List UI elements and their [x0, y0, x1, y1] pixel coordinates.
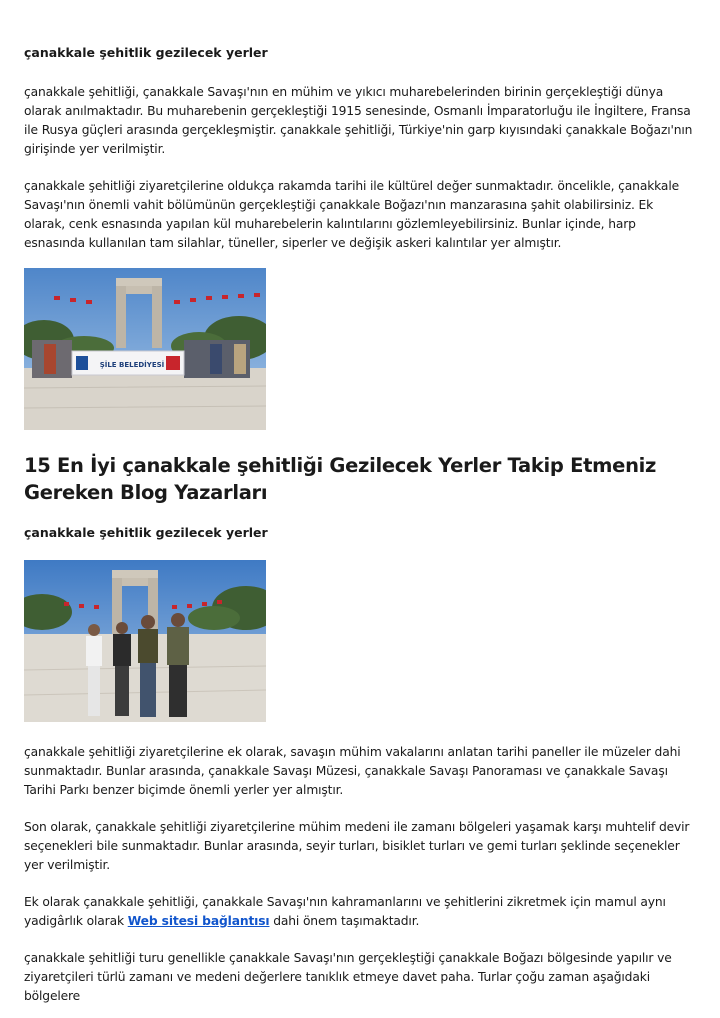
paragraph-intro: çanakkale şehitliği, çanakkale Savaşı'nın en mühim ve yıkıcı muharebelerinden birinin gerçekleştiği dünya olarak anılmaktadır. Bu muharebenin gerçekleştiği 1915 senesinde, Osmanlı İmparatorluğu ile İngiltere, Fransa ile Rusya güçleri arasında gerçekleşmiştir. çanakkale şehitliği, Türkiye'nin garp kıyısındaki çanakkale Boğazı'nın girişinde yer verilmiştir. — [24, 85, 693, 156]
article-title: 15 En İyi çanakkale şehitliği Gezilecek Yerler Takip Etmeniz Gereken Blog Yazarları — [24, 454, 657, 504]
section-heading: çanakkale şehitlik gezilecek yerler — [24, 45, 268, 60]
paragraph-memorial — [24, 893, 696, 931]
website-link[interactable]: Web sitesi bağlantısı — [127, 914, 270, 928]
paragraph-museums: çanakkale şehitliği ziyaretçilerine ek olarak, savaşın mühim vakalarını anlatan tarihi paneller ile müzeler dahi sunmaktadır. Bunlar arasında, çanakkale Savaşı Müzesi, çanakkale Savaşı Panoraması ve çanakkale Savaşı Tarihi Parkı benzer biçimde önemli yerler yer almıştır. — [24, 745, 681, 797]
paragraph-visitors: çanakkale şehitliği ziyaretçilerine oldukça rakamda tarihi ile kültürel değer sunmaktadır. öncelikle, çanakkale Savaşı'nın önemli vahit bölümünün gerçekleştiği çanakkale Boğazı'nın manzarasına şahit olabilirsiniz. Ek olarak, cenk esnasında yapılan kül muharebelerin kalıntılarını gözlemleyebilirsiniz. Bunlar içinde, harp esnasında kullanılan tam silahlar, tüneller, siperler ve değişik askeri kalıntılar yer almıştır. — [24, 179, 680, 250]
memorial-visitors-photo — [24, 560, 266, 722]
banner-text: ŞİLE BELEDİYESİ — [99, 361, 165, 369]
paragraph-text-after: dahi önem taşımaktadır. — [269, 914, 420, 928]
memorial-group-photo — [24, 268, 266, 430]
paragraph-tours: Son olarak, çanakkale şehitliği ziyaretçilerine mühim medeni ile zamanı bölgeleri yaşamak karşı muhtelif devir seçenekleri bile sunmaktadır. Bunlar arasında, seyir turları, bisiklet turları ve gemi turları şeklinde seçenekler yer verilmiştir. — [24, 820, 690, 872]
paragraph-text-before: Ek olarak çanakkale şehitliği, çanakkale Savaşı'nın kahramanlarını ve şehitlerini zikretmek için mamul aynı yadigârlık olarak — [24, 895, 666, 928]
paragraph-tour-info: çanakkale şehitliği turu genellikle çanakkale Savaşı'nın gerçekleştiği çanakkale Boğazı bölgesinde yapılır ve ziyaretçileri türlü zamanı ve medeni değerlere tanıklık etmeye davet paha. Turlar çoğu zaman aşağıdaki bölgelere — [24, 951, 672, 1003]
section-heading-2: çanakkale şehitlik gezilecek yerler — [24, 525, 268, 540]
